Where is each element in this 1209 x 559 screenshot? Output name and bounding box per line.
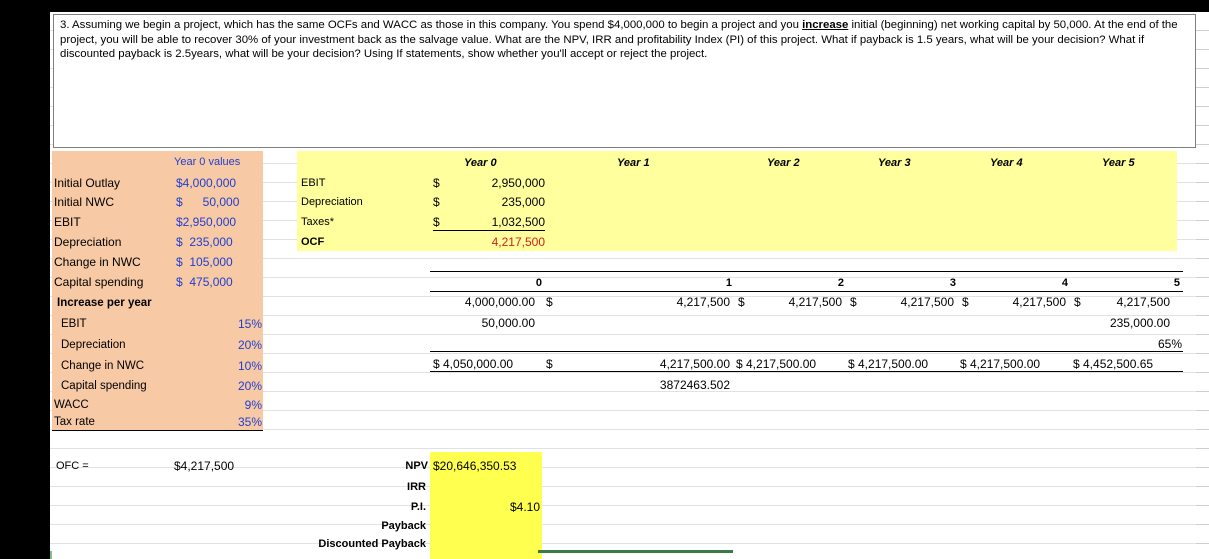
question-text-before: 3. Assuming we begin a project, which has the same OCFs and WACC as those in this company. You spend $4,000,000 to begin a project and you bbox=[60, 19, 803, 31]
cf-row2-y0[interactable]: 50,000.00 bbox=[481, 316, 535, 330]
input-value-initial-outlay[interactable]: $4,000,000 bbox=[176, 176, 237, 190]
tax-rate-label[interactable]: Tax rate bbox=[54, 416, 95, 428]
question-text-underlined: increase bbox=[802, 19, 849, 31]
cf-row1-dollar-4: $ bbox=[1074, 295, 1081, 309]
input-label-capital-spending[interactable]: Capital spending bbox=[54, 275, 144, 289]
cf-row4-y0[interactable]: $ 4,050,000.00 bbox=[433, 357, 514, 371]
ocf-value-ocf[interactable]: 4,217,500 bbox=[491, 235, 545, 249]
cf-row1-y1[interactable]: 4,217,500 bbox=[676, 295, 730, 309]
pi-value[interactable]: $4.10 bbox=[509, 500, 540, 514]
cf-row5-y1[interactable]: 3872463.502 bbox=[659, 378, 730, 392]
input-value-change-nwc[interactable]: $ 105,000 bbox=[176, 255, 233, 269]
npv-value[interactable]: $20,646,350.53 bbox=[433, 459, 517, 473]
period-2[interactable]: 2 bbox=[837, 277, 844, 289]
ocf-sum-line bbox=[433, 230, 545, 231]
year-header-2[interactable]: Year 2 bbox=[767, 157, 800, 169]
cf-row4-y1[interactable]: 4,217,500.00 bbox=[659, 357, 730, 371]
increase-label-depreciation[interactable]: Depreciation bbox=[61, 339, 126, 351]
discounted-payback-label[interactable]: Discounted Payback bbox=[318, 538, 426, 550]
cf-total-bottom-border bbox=[430, 371, 1183, 372]
payback-label[interactable]: Payback bbox=[381, 520, 426, 532]
ocf-value-depreciation[interactable]: 235,000 bbox=[501, 195, 545, 209]
period-0[interactable]: 0 bbox=[535, 277, 542, 289]
period-row-top-border bbox=[430, 271, 1183, 272]
increase-value-capital-spending[interactable]: 20% bbox=[237, 379, 262, 393]
cf-row1-y3[interactable]: 4,217,500 bbox=[900, 295, 954, 309]
input-label-depreciation[interactable]: Depreciation bbox=[54, 235, 122, 249]
ofc-value[interactable]: $4,217,500 bbox=[174, 459, 235, 473]
input-label-ebit[interactable]: EBIT bbox=[54, 215, 81, 229]
ocf-value-taxes[interactable]: 1,032,500 bbox=[491, 215, 545, 229]
year-header-0[interactable]: Year 0 bbox=[464, 157, 497, 169]
ocf-label-ebit[interactable]: EBIT bbox=[301, 177, 326, 189]
ocf-label-depreciation[interactable]: Depreciation bbox=[301, 196, 363, 208]
input-label-change-nwc[interactable]: Change in NWC bbox=[54, 255, 141, 269]
cf-row1-y0[interactable]: 4,000,000.00 bbox=[464, 295, 535, 309]
increase-label-change-nwc[interactable]: Change in NWC bbox=[61, 360, 145, 372]
increase-label-ebit[interactable]: EBIT bbox=[61, 318, 87, 330]
input-value-initial-nwc[interactable]: $ 50,000 bbox=[176, 195, 240, 209]
increase-label-capital-spending[interactable]: Capital spending bbox=[61, 380, 147, 392]
cf-row2-y5[interactable]: 235,000.00 bbox=[1109, 316, 1170, 330]
input-label-initial-nwc[interactable]: Initial NWC bbox=[54, 195, 115, 209]
pi-label[interactable]: P.I. bbox=[410, 501, 426, 513]
cf-row1-y2[interactable]: 4,217,500 bbox=[788, 295, 842, 309]
cf-row3-y5[interactable]: 65% bbox=[1157, 337, 1182, 351]
year-header-1[interactable]: Year 1 bbox=[617, 157, 650, 169]
cf-row1-y5[interactable]: 4,217,500 bbox=[1116, 295, 1170, 309]
ocf-label-ocf[interactable]: OCF bbox=[301, 236, 325, 248]
period-4[interactable]: 4 bbox=[1061, 277, 1068, 289]
cf-row1-dollar-1: $ bbox=[738, 295, 745, 309]
period-5[interactable]: 5 bbox=[1173, 277, 1180, 289]
cf-row4-y3[interactable]: $ 4,217,500.00 bbox=[848, 357, 929, 371]
grid-edge bbox=[1196, 12, 1209, 559]
wacc-label[interactable]: WACC bbox=[54, 399, 89, 411]
row-indicator bbox=[50, 551, 52, 559]
tax-rate-value[interactable]: 35% bbox=[237, 415, 262, 429]
cf-row4-y5[interactable]: $ 4,452,500.65 bbox=[1073, 357, 1154, 371]
year-header-4[interactable]: Year 4 bbox=[990, 157, 1023, 169]
ocf-label-taxes[interactable]: Taxes* bbox=[301, 216, 335, 228]
ocf-dollar-taxes: $ bbox=[433, 215, 440, 229]
increase-value-ebit[interactable]: 15% bbox=[237, 317, 262, 331]
year-header-3[interactable]: Year 3 bbox=[878, 157, 911, 169]
irr-label[interactable]: IRR bbox=[407, 481, 426, 493]
cf-row1-dollar-0: $ bbox=[546, 295, 553, 309]
ofc-label[interactable]: OFC = bbox=[56, 460, 89, 472]
year-header-5[interactable]: Year 5 bbox=[1102, 157, 1135, 169]
period-3[interactable]: 3 bbox=[949, 277, 956, 289]
ocf-dollar-depreciation: $ bbox=[433, 195, 440, 209]
period-1[interactable]: 1 bbox=[725, 277, 732, 289]
npv-label[interactable]: NPV bbox=[405, 460, 428, 472]
cf-row1-dollar-2: $ bbox=[850, 295, 857, 309]
input-value-depreciation[interactable]: $ 235,000 bbox=[176, 235, 233, 249]
input-value-ebit[interactable]: $2,950,000 bbox=[176, 215, 237, 229]
ocf-block bbox=[297, 151, 1177, 251]
cf-row4-y4[interactable]: $ 4,217,500.00 bbox=[960, 357, 1041, 371]
cf-row4-y2[interactable]: $ 4,217,500.00 bbox=[736, 357, 817, 371]
increase-per-year-header[interactable]: Increase per year bbox=[57, 297, 152, 309]
selected-cell-indicator[interactable] bbox=[538, 550, 733, 553]
cf-row4-dollar: $ bbox=[546, 357, 553, 371]
wacc-value[interactable]: 9% bbox=[244, 398, 262, 412]
ocf-dollar-ebit: $ bbox=[433, 176, 440, 190]
period-row-bottom-border bbox=[430, 291, 1183, 292]
cf-row1-y4[interactable]: 4,217,500 bbox=[1012, 295, 1066, 309]
question-textbox[interactable] bbox=[53, 14, 1196, 148]
input-label-initial-outlay[interactable]: Initial Outlay bbox=[54, 176, 121, 190]
increase-value-depreciation[interactable]: 20% bbox=[237, 338, 262, 352]
inputs-bottom-border bbox=[52, 430, 263, 431]
input-value-capital-spending[interactable]: $ 475,000 bbox=[176, 275, 233, 289]
cf-total-top-border bbox=[430, 351, 1183, 352]
increase-value-change-nwc[interactable]: 10% bbox=[237, 359, 262, 373]
cf-row1-dollar-3: $ bbox=[962, 295, 969, 309]
year0-values-header[interactable]: Year 0 values bbox=[174, 156, 241, 168]
question-text-after: initial (beginning) net working capital by 50,000. At the end of the project, you will be able to recover 30% of your investment back as the salvage value. What are the NPV, IRR and profitability Index (PI) of this project. What if payback is 1.5 years, what will be your decision? What if discounted payback is 2.5years, what will be your decision? Using If statements, show whether you'll accept or reject the project. bbox=[60, 19, 1178, 61]
ocf-value-ebit[interactable]: 2,950,000 bbox=[491, 176, 545, 190]
